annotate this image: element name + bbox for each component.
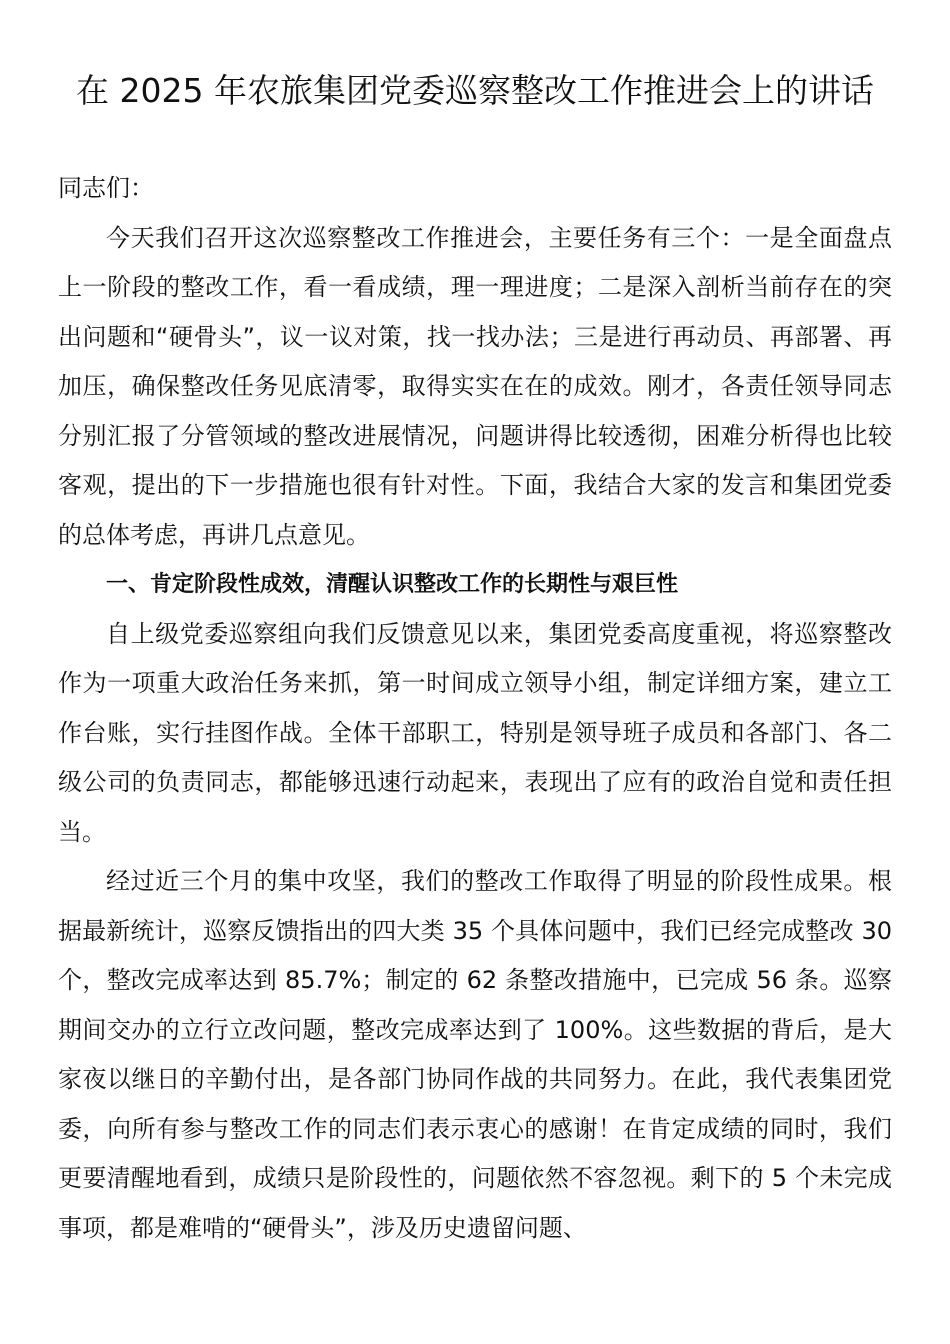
salutation: 同志们： [58, 174, 154, 202]
document-title: 在 2025 年农旅集团党委巡察整改工作推进会上的讲话 [76, 71, 874, 110]
paragraph-intro: 今天我们召开这次巡察整改工作推进会，主要任务有三个：一是全面盘点上一阶段的整改工作，看一看成绩，理一理进度；二是深入剖析当前存在的突出问题和“硬骨头”，议一议对策，找一找办法；三是进行再动员、再部署、再加压，确保整改任务见底清零，取得实实在在的成效。刚才，各责任领导同志分别汇报了分管领域的整改进展情况，问题讲得比较透彻，困难分析得也比较客观，提出的下一步措施也很有针对性。下面，我结合大家的发言和集团党委的总体考虑，再讲几点意见。 [58, 223, 892, 549]
section-heading-1: 一、肯定阶段性成效，清醒认识整改工作的长期性与艰巨性 [106, 572, 679, 597]
paragraph-section1-b: 经过近三个月的集中攻坚，我们的整改工作取得了明显的阶段性成果。根据最新统计，巡察反馈指出的四大类 35 个具体问题中，我们已经完成整改 30 个，整改完成率达到 85.7%；制定的 62 条整改措施中，已完成 56 条。巡察期间交办的立行立改问题，整改完成率达到了 100%。这些数据的背后，是大家夜以继日的辛勤付出，是各部门协同作战的共同努力。在此，我代表集团党委，向所有参与整改工作的同志们表示衷心的感谢！在肯定成绩的同时，我们更要清醒地看到，成绩只是阶段性的，问题依然不容忽视。剩下的 5 个未完成事项，都是难啃的“硬骨头”，涉及历史遗留问题、 [58, 867, 892, 1242]
paragraph-section1-a: 自上级党委巡察组向我们反馈意见以来，集团党委高度重视，将巡察整改作为一项重大政治任务来抓，第一时间成立领导小组，制定详细方案，建立工作台账，实行挂图作战。全体干部职工，特别是领导班子成员和各部门、各二级公司的负责同志，都能够迅速行动起来，表现出了应有的政治自觉和责任担当。 [58, 619, 892, 846]
document-body [58, 164, 892, 1253]
